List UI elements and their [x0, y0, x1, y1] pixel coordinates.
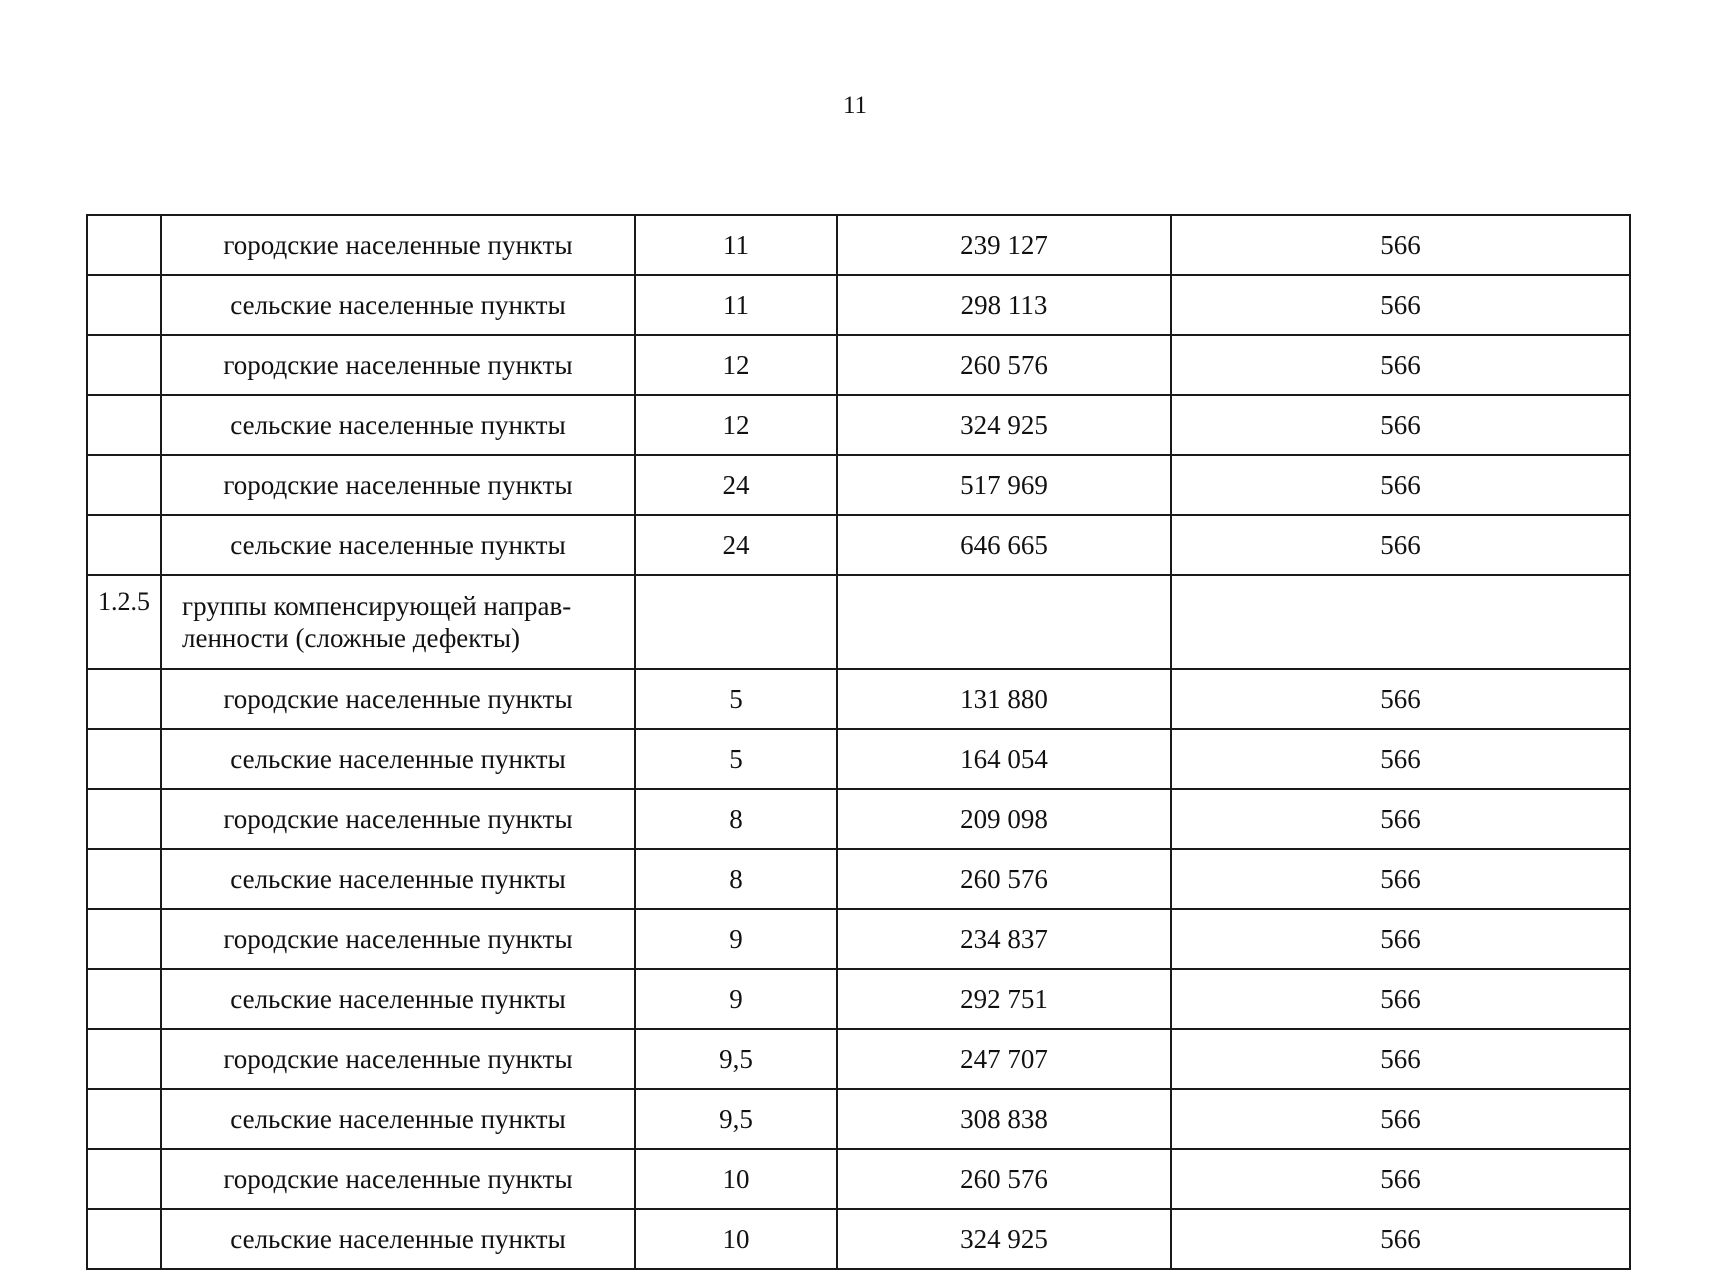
row-value3: 566: [1171, 789, 1630, 849]
row-value3: 566: [1171, 335, 1630, 395]
row-code: [87, 395, 161, 455]
row-value2: 260 576: [837, 335, 1171, 395]
row-value2: 324 925: [837, 395, 1171, 455]
row-value2: 247 707: [837, 1029, 1171, 1089]
row-value3: 566: [1171, 515, 1630, 575]
row-description: сельские населенные пункты: [161, 395, 635, 455]
row-value1: 10: [635, 1209, 837, 1269]
row-code: [87, 275, 161, 335]
row-code: [87, 455, 161, 515]
row-value3: 566: [1171, 1149, 1630, 1209]
row-description: городские населенные пункты: [161, 669, 635, 729]
row-description: городские населенные пункты: [161, 1029, 635, 1089]
table-row: [87, 455, 1630, 515]
row-value2: 292 751: [837, 969, 1171, 1029]
row-value1: 11: [635, 215, 837, 275]
row-code: [87, 1029, 161, 1089]
row-value3: 566: [1171, 1089, 1630, 1149]
row-code: [87, 849, 161, 909]
row-description: сельские населенные пункты: [161, 729, 635, 789]
row-value2: 298 113: [837, 275, 1171, 335]
row-value2: [837, 575, 1171, 669]
table-row: [87, 1029, 1630, 1089]
row-value2: 324 925: [837, 1209, 1171, 1269]
row-value2: 260 576: [837, 849, 1171, 909]
row-code: [87, 669, 161, 729]
row-value2: 131 880: [837, 669, 1171, 729]
section-code: 1.2.5: [87, 575, 161, 669]
row-description: городские населенные пункты: [161, 335, 635, 395]
row-code: [87, 1209, 161, 1269]
row-value3: 566: [1171, 909, 1630, 969]
row-value2: 308 838: [837, 1089, 1171, 1149]
table-row: [87, 669, 1630, 729]
table-row: [87, 1149, 1630, 1209]
row-code: [87, 335, 161, 395]
row-value1: 9: [635, 969, 837, 1029]
row-value3: 566: [1171, 849, 1630, 909]
row-code: [87, 729, 161, 789]
table-row: [87, 215, 1630, 275]
row-value3: [1171, 575, 1630, 669]
row-description: сельские населенные пункты: [161, 275, 635, 335]
row-value3: 566: [1171, 215, 1630, 275]
row-value3: 566: [1171, 669, 1630, 729]
row-value3: 566: [1171, 275, 1630, 335]
data-table: [86, 214, 1631, 1270]
row-value2: 260 576: [837, 1149, 1171, 1209]
row-value1: 12: [635, 395, 837, 455]
row-description: городские населенные пункты: [161, 789, 635, 849]
row-value3: 566: [1171, 395, 1630, 455]
row-code: [87, 215, 161, 275]
row-value2: 209 098: [837, 789, 1171, 849]
row-value2: 517 969: [837, 455, 1171, 515]
row-value3: 566: [1171, 1029, 1630, 1089]
row-value1: 9: [635, 909, 837, 969]
row-value2: 646 665: [837, 515, 1171, 575]
row-value3: 566: [1171, 969, 1630, 1029]
row-description: городские населенные пункты: [161, 455, 635, 515]
row-value1: 5: [635, 669, 837, 729]
table-row: [87, 335, 1630, 395]
row-description: городские населенные пункты: [161, 1149, 635, 1209]
row-description: городские населенные пункты: [161, 215, 635, 275]
row-description: сельские населенные пункты: [161, 1209, 635, 1269]
row-description: городские населенные пункты: [161, 909, 635, 969]
row-value1: 12: [635, 335, 837, 395]
section-title-text: группы компенсирующей направ- ленности (сложные дефекты): [182, 590, 572, 653]
table-row: [87, 395, 1630, 455]
table-row: [87, 969, 1630, 1029]
row-value1: 10: [635, 1149, 837, 1209]
row-description: сельские населенные пункты: [161, 515, 635, 575]
row-value1: 9,5: [635, 1029, 837, 1089]
row-description: сельские населенные пункты: [161, 1089, 635, 1149]
row-code: [87, 789, 161, 849]
row-value1: 8: [635, 849, 837, 909]
row-code: [87, 1089, 161, 1149]
section-title: [161, 575, 635, 669]
table-row: [87, 515, 1630, 575]
row-description: сельские населенные пункты: [161, 969, 635, 1029]
table-row: [87, 1089, 1630, 1149]
row-value1: 24: [635, 455, 837, 515]
row-value3: 566: [1171, 455, 1630, 515]
table-row: [87, 849, 1630, 909]
table-row: [87, 729, 1630, 789]
row-value2: 239 127: [837, 215, 1171, 275]
table-row-section-header: [87, 575, 1630, 669]
row-value1: 9,5: [635, 1089, 837, 1149]
row-value1: 11: [635, 275, 837, 335]
row-value3: 566: [1171, 729, 1630, 789]
row-value3: 566: [1171, 1209, 1630, 1269]
table-row: [87, 275, 1630, 335]
table-row: [87, 909, 1630, 969]
row-code: [87, 909, 161, 969]
row-value1: [635, 575, 837, 669]
row-value1: 24: [635, 515, 837, 575]
row-code: [87, 969, 161, 1029]
row-value1: 5: [635, 729, 837, 789]
page-number: 11: [842, 92, 868, 119]
table-row: [87, 789, 1630, 849]
row-code: [87, 515, 161, 575]
row-description: сельские населенные пункты: [161, 849, 635, 909]
row-value2: 234 837: [837, 909, 1171, 969]
row-value1: 8: [635, 789, 837, 849]
table-row: [87, 1209, 1630, 1269]
row-value2: 164 054: [837, 729, 1171, 789]
row-code: [87, 1149, 161, 1209]
